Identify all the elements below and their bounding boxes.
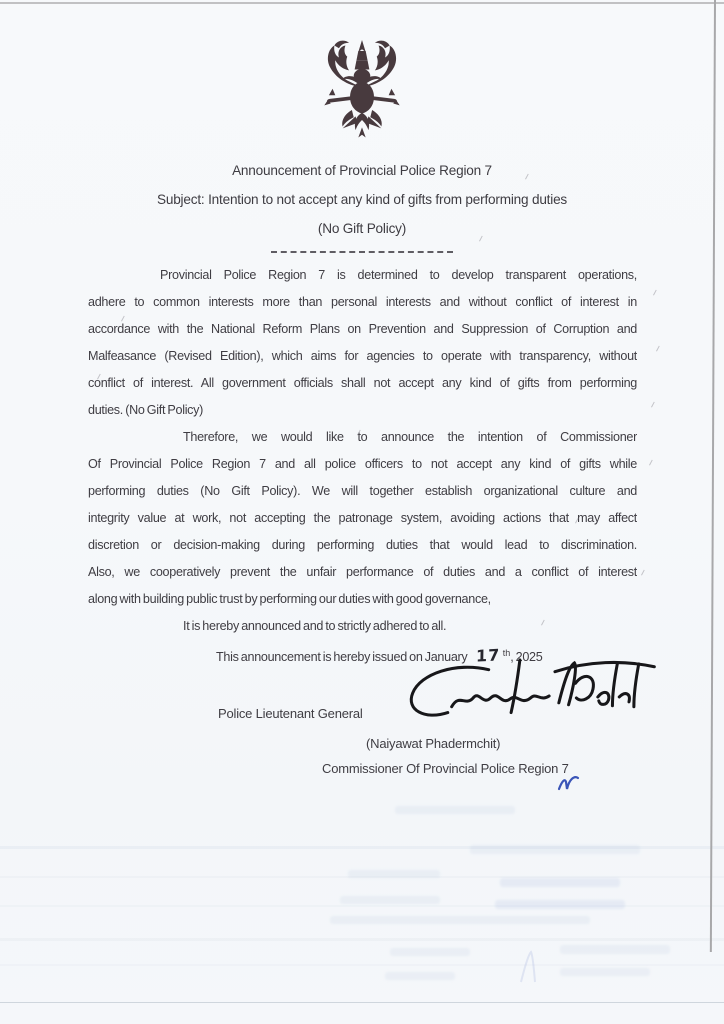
issue-date-prefix: This announcement is hereby issued on January: [216, 650, 468, 665]
body-line: adhere to common interests more than personal interests and without conflict of interest in: [88, 295, 637, 309]
blue-ink-initial-icon: [556, 772, 582, 794]
body-line: duties. (No Gift Policy): [88, 403, 204, 417]
bleedthrough-ghost: [500, 878, 620, 887]
scan-band: [0, 964, 724, 966]
bleedthrough-ghost: [560, 945, 670, 954]
bleedthrough-ghost: [390, 948, 470, 956]
body-line: conflict of interest. All government officials shall not accept any kind of gifts from performing: [88, 376, 637, 390]
handwritten-signature: [372, 658, 658, 734]
page-title: Announcement of Provincial Police Region 7: [232, 163, 492, 178]
body-line: accordance with the National Reform Plans on Prevention and Suppression of Corruption and: [88, 322, 637, 336]
bleedthrough-ghost: [385, 972, 455, 980]
page-edge-right: [710, 0, 716, 952]
bleedthrough-ghost: [470, 845, 640, 854]
body-line: performing duties (No Gift Policy). We will together establish organizational culture and: [88, 484, 637, 498]
bleedthrough-ghost: [395, 806, 515, 814]
document-subtitle: (No Gift Policy): [317, 221, 407, 236]
garuda-emblem-icon: [316, 36, 408, 148]
scan-noise-mark: [651, 402, 655, 408]
document-subject: Subject: Intention to not accept any kind of gifts from performing duties: [156, 192, 568, 207]
body-line: Provincial Police Region 7 is determined to develop transparent operations,: [160, 268, 637, 282]
body-line: integrity value at work, not accepting the patronage system, avoiding actions that may affect: [88, 511, 637, 525]
page-edge-bottom: [0, 1002, 724, 1003]
body-line: Therefore, we would like to announce the intention of Commissioner: [183, 430, 637, 444]
body-line: Malfeasance (Revised Edition), which aims for agencies to operate with transparency, without: [88, 349, 637, 363]
document-heading: [0, 156, 724, 253]
bleedthrough-ghost: [495, 900, 625, 909]
bleedthrough-ghost: [348, 870, 440, 878]
body-line: discretion or decision-making during performing duties that would lead to discrimination.: [88, 538, 637, 552]
handwritten-day: 17: [476, 645, 501, 666]
page-edge-top: [0, 2, 724, 4]
signer-name: (Naiyawat Phadermchit): [366, 736, 501, 751]
scan-noise-mark: [641, 570, 645, 576]
body-line: Also, we cooperatively prevent the unfair performance of duties and a conflict of interest: [88, 565, 637, 579]
body-line: along with building public trust by performing our duties with good governance,: [88, 592, 491, 606]
bleedthrough-ghost: [330, 916, 590, 924]
scan-noise-mark: [653, 290, 657, 296]
ordinal-suffix: th: [502, 648, 511, 658]
bleedthrough-ghost-mark: [515, 948, 545, 986]
scan-noise-mark: [656, 346, 660, 352]
scan-band: [0, 938, 724, 941]
signer-title: Commissioner Of Provincial Police Region 7: [322, 761, 569, 776]
signer-rank: Police Lieutenant General: [218, 706, 363, 721]
dashed-separator: [271, 251, 453, 253]
document-body: [88, 262, 637, 667]
bleedthrough-ghost: [560, 968, 650, 976]
closing-line: It is hereby announced and to strictly adhered to all.: [183, 619, 447, 633]
bleedthrough-ghost: [340, 896, 440, 904]
body-line: Of Provincial Police Region 7 and all police officers to not accept any kind of gifts while: [88, 457, 637, 471]
issue-year: , 2025: [510, 650, 543, 665]
scan-noise-mark: [649, 460, 653, 466]
